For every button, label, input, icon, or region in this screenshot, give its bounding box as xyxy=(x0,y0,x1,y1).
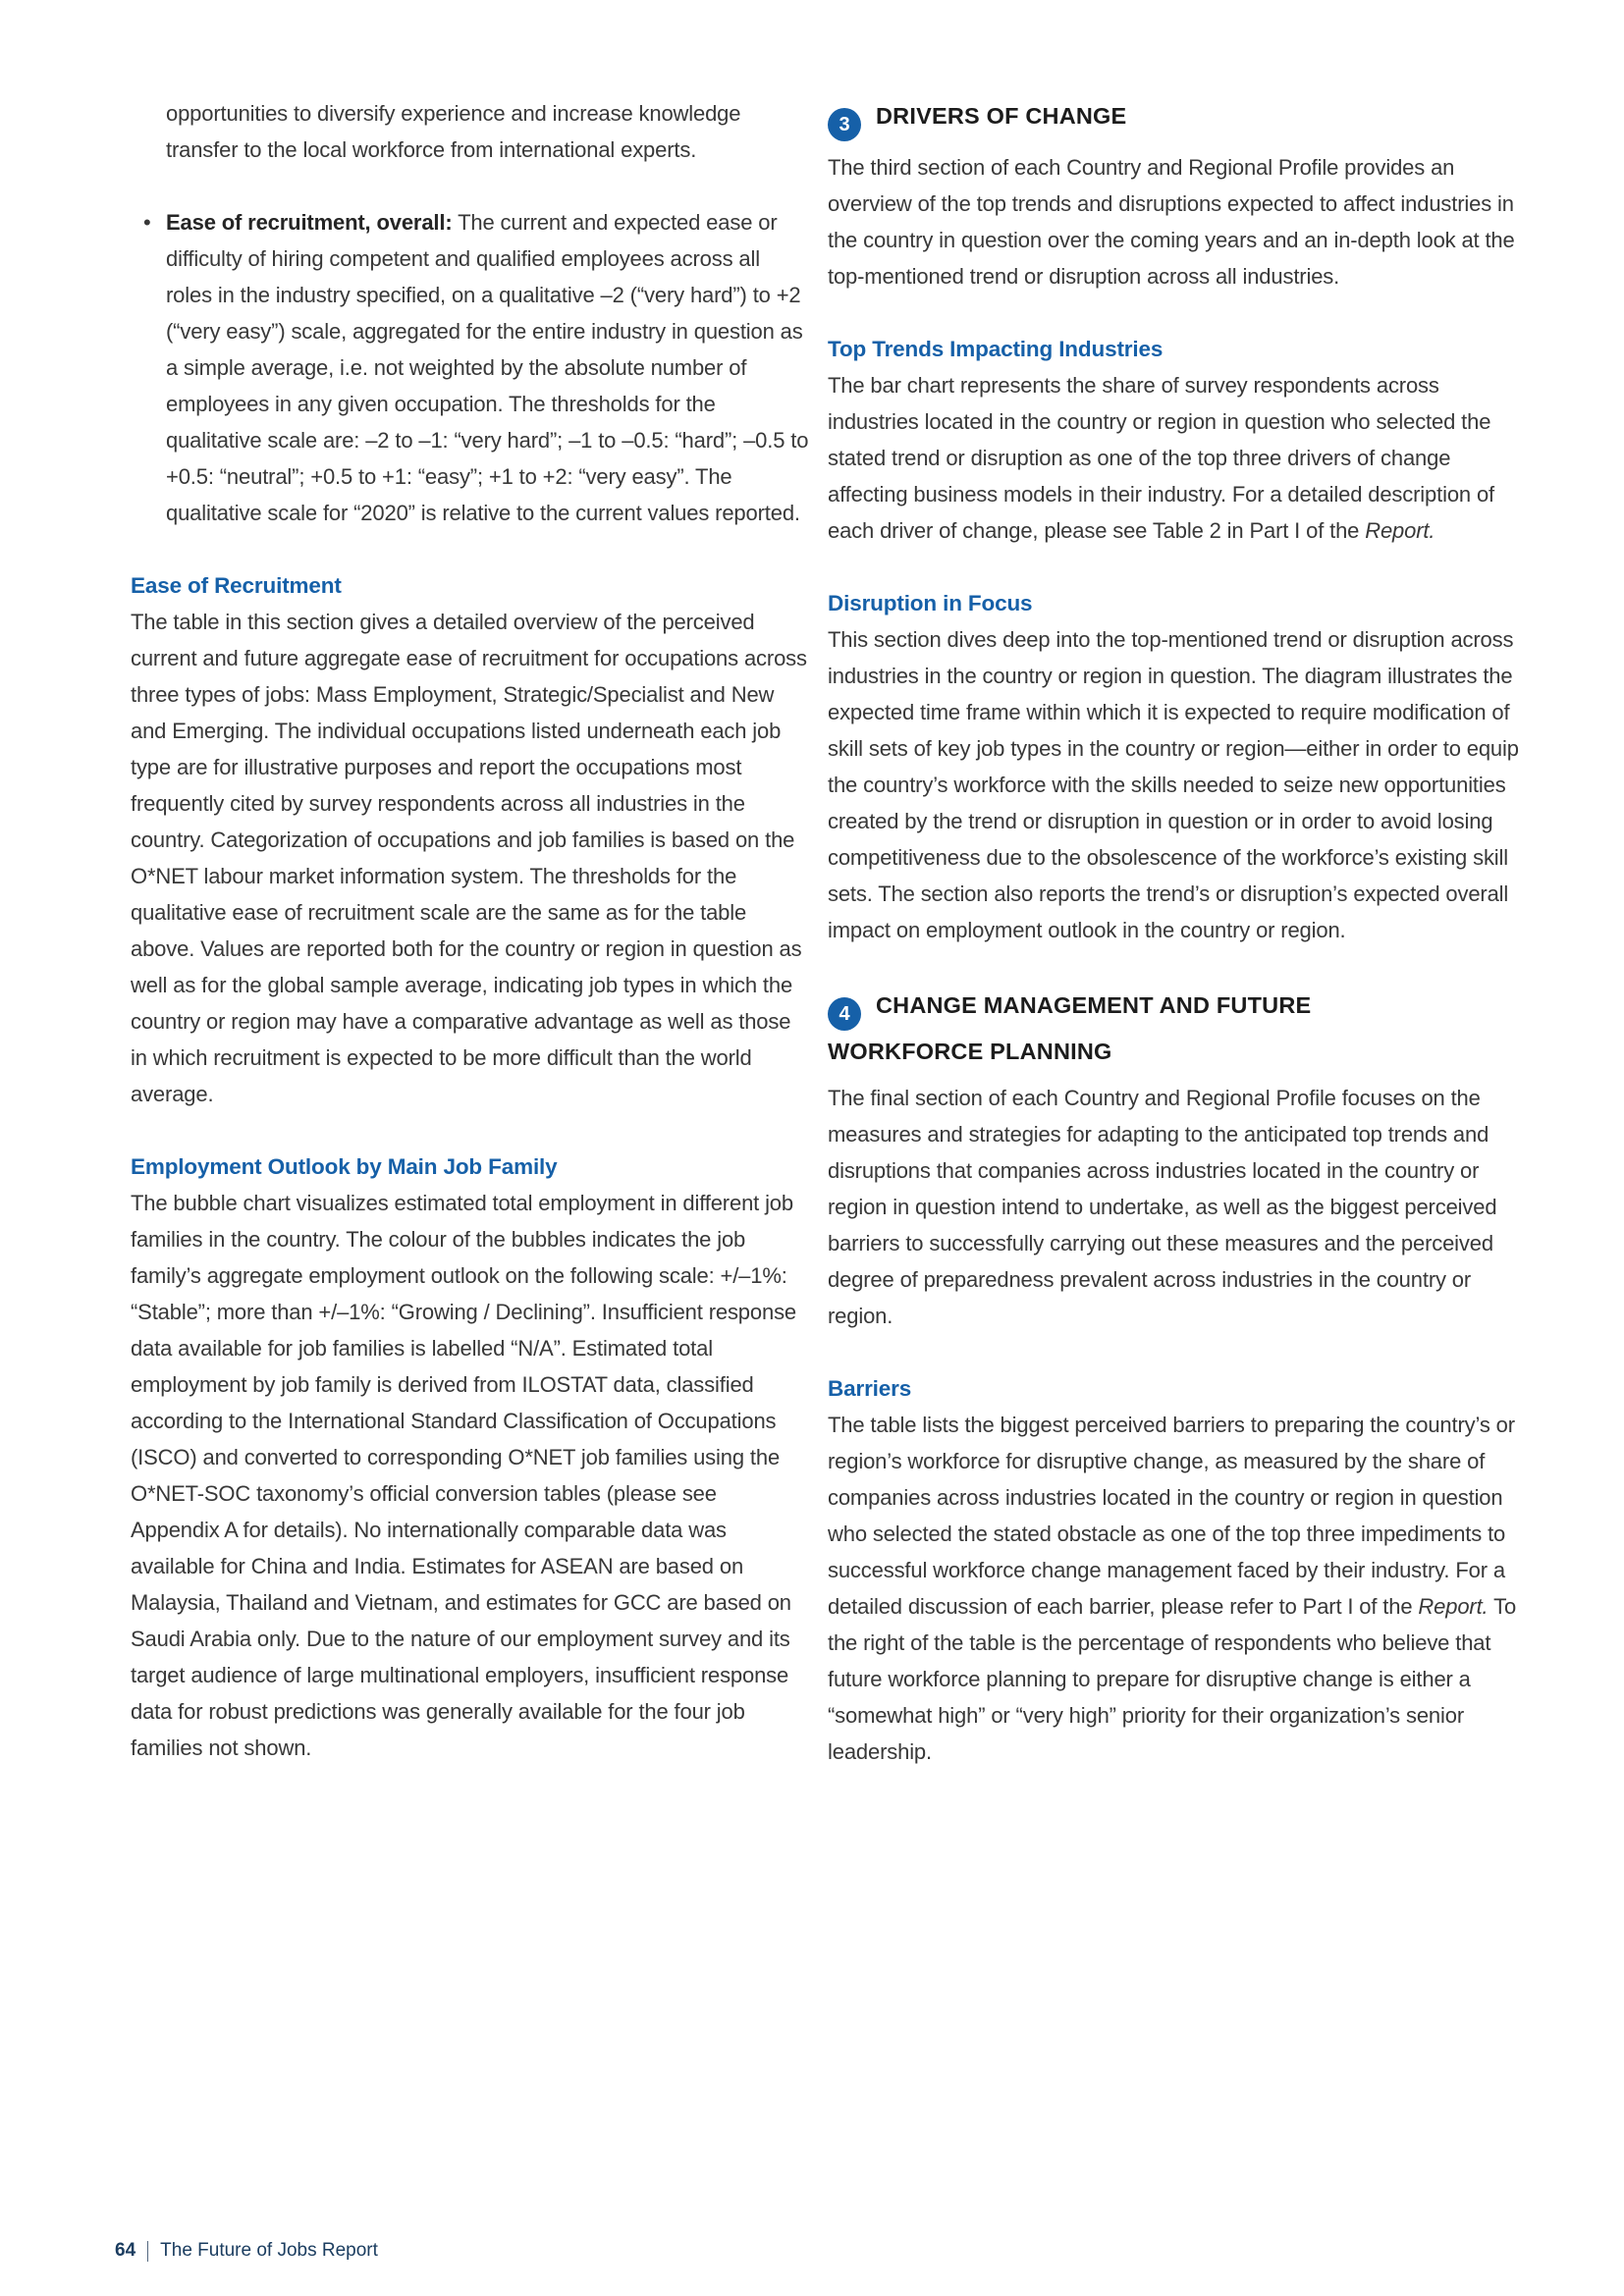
page-number: 64 xyxy=(115,2240,136,2261)
heading-barriers: Barriers xyxy=(828,1376,912,1401)
paragraph-top-trends-text: The bar chart represents the share of survey respondents across industries located in the country or region in question who selected the stated trend or disruption as one of the top three drivers of change affecting business models in their industry. For a detailed description of each driver of change, please see Table 2 in Part I of the xyxy=(828,373,1495,543)
continuation-paragraph: opportunities to diversify experience and increase knowledge transfer to the local workforce from international experts. xyxy=(166,101,741,162)
footer-divider xyxy=(147,2241,148,2262)
paragraph-barriers-text-1: The table lists the biggest perceived barriers to preparing the country’s or region’s workforce for disruptive change, as measured by the share of companies across industries located in the country or region in question who selected the stated obstacle as one of the top three impediments to successful workforce change management faced by their industry. For a detailed discussion of each barrier, please refer to Part I of the xyxy=(828,1413,1515,1619)
paragraph-disruption-in-focus: This section dives deep into the top-mentioned trend or disruption across industries in the country or region in question. The diagram illustrates the expected time frame within which it is expected to require modification of skill sets of key job types in the country or region—either in order to equip the country’s workforce with the skills needed to seize new opportunities created by the trend or disruption in question or in order to avoid losing competitiveness due to the obsolescence of the workforce’s existing skill sets. The section also reports the trend’s or disruption’s expected overall impact on employment outlook in the country or region. xyxy=(828,627,1519,942)
report-italic-reference: Report. xyxy=(1365,518,1435,543)
heading-employment-outlook: Employment Outlook by Main Job Family xyxy=(131,1154,558,1179)
paragraph-barriers-text-2: To the right of the table is the percentage of respondents who believe that future workforce planning to prepare for disruptive change is either a “somewhat high” or “very high” priority for their organization’s senior leadership. xyxy=(828,1594,1517,1764)
bullet-body-text: The current and expected ease or difficulty of hiring competent and qualified employees across all roles in the industry specified, on a qualitative –2 (“very hard”) to +2 (“very easy”) scale, aggregated for the entire industry in question as a simple average, i.e. not weighted by the absolute number of employees in any given occupation. The thresholds for the qualitative scale are: –2 to –1: “very hard”; –1 to –0.5: “hard”; –0.5 to +0.5: “neutral”; +0.5 to +1: “easy”; +1 to +2: “very easy”. The qualitative scale for “2020” is relative to the current values reported. xyxy=(166,210,809,525)
section-heading-drivers-of-change xyxy=(828,95,1533,141)
section-4-number-badge: 4 xyxy=(828,997,861,1031)
paragraph-change-management: The final section of each Country and Regional Profile focuses on the measures and strategies for adapting to the anticipated top trends and disruptions that companies across industries located in the country or region in question intend to undertake, as well as the biggest perceived barriers to successfully carrying out these measures and the perceived degree of preparedness prevalent across industries in the country or region. xyxy=(828,1086,1497,1328)
paragraph-barriers xyxy=(828,1407,1533,1770)
paragraph-top-trends xyxy=(828,367,1533,549)
section-heading-drivers-of-change-label: DRIVERS OF CHANGE xyxy=(876,103,1127,129)
bullet-lead-text: Ease of recruitment, overall: xyxy=(166,210,453,235)
report-title: The Future of Jobs Report xyxy=(160,2240,378,2261)
right-column xyxy=(828,95,1533,1806)
page-footer xyxy=(115,2238,378,2264)
section-heading-change-management xyxy=(828,985,1533,1072)
section-3-number-badge: 3 xyxy=(828,108,861,141)
report-italic-reference-2: Report. xyxy=(1418,1594,1489,1619)
left-column xyxy=(131,95,810,1802)
paragraph-ease-of-recruitment: The table in this section gives a detailed overview of the perceived current and future aggregate ease of recruitment for occupations across three types of jobs: Mass Employment, Strategic/Specialist and New and Emerging. The individual occupations listed underneath each job type are for illustrative purposes and report the occupations most frequently cited by survey respondents across all industries in the country. Categorization of occupations and job families is based on the O*NET labour market information system. The thresholds for the qualitative ease of recruitment scale are the same as for the table above. Values are reported both for the country or region in question as well as for the global sample average, indicating job types in which the country or region may have a comparative advantage as well as those in which recruitment is expected to be more difficult than the world average. xyxy=(131,610,807,1106)
bullet-item-ease-of-recruitment xyxy=(131,204,810,531)
paragraph-drivers-of-change: The third section of each Country and Regional Profile provides an overview of the top trends and disruptions expected to affect industries in the country in question over the coming years and an in-depth look at the top-mentioned trend or disruption across all industries. xyxy=(828,155,1515,289)
heading-disruption-in-focus: Disruption in Focus xyxy=(828,591,1033,615)
bullet-icon: • xyxy=(143,210,151,235)
paragraph-employment-outlook: The bubble chart visualizes estimated total employment in different job families in the country. The colour of the bubbles indicates the job family’s aggregate employment outlook on the following scale: +/–1%: “Stable”; more than +/–1%: “Growing / Declining”. Insufficient response data available for job families is labelled “N/A”. Estimated total employment by job family is derived from ILOSTAT data, classified according to the International Standard Classification of Occupations (ISCO) and converted to corresponding O*NET job families using the O*NET-SOC taxonomy’s official conversion tables (please see Appendix A for details). No internationally comparable data was available for China and India. Estimates for ASEAN are based on Malaysia, Thailand and Vietnam, and estimates for GCC are based on Saudi Arabia only. Due to the nature of our employment survey and its target audience of large multinational employers, insufficient response data for robust predictions was generally available for the four job families not shown. xyxy=(131,1191,796,1760)
heading-top-trends: Top Trends Impacting Industries xyxy=(828,337,1164,361)
heading-ease-of-recruitment: Ease of Recruitment xyxy=(131,573,342,598)
section-heading-change-management-line2: WORKFORCE PLANNING xyxy=(828,1039,1112,1064)
section-heading-change-management-line1: CHANGE MANAGEMENT AND FUTURE xyxy=(876,992,1312,1018)
